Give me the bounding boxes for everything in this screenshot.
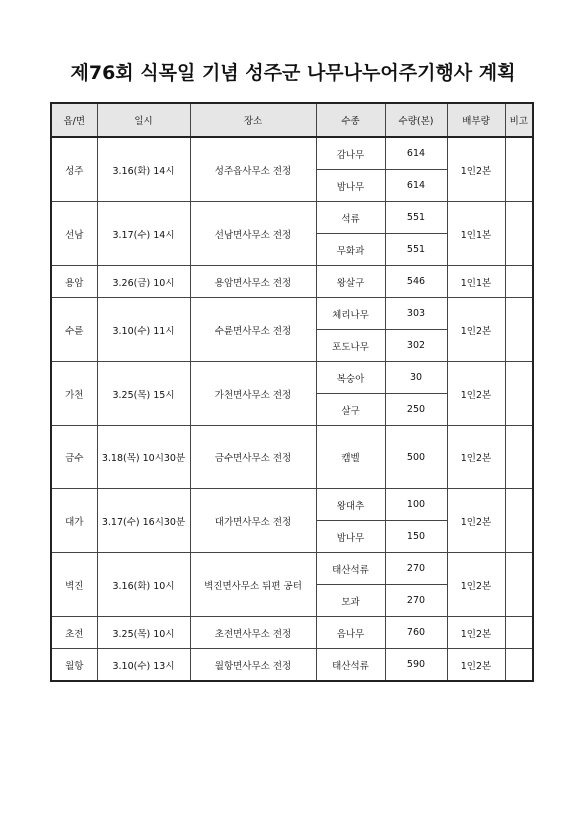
note-cell	[505, 266, 533, 298]
table-row	[51, 137, 533, 170]
note-cell	[505, 298, 533, 362]
allotment-cell: 1인2본	[447, 553, 505, 617]
header-datetime: 일시	[97, 103, 190, 137]
quantity-cell: 100	[385, 489, 447, 521]
header-species: 수종	[316, 103, 385, 137]
datetime-cell: 3.16(화) 14시	[97, 137, 190, 202]
species-cell: 왕대추	[316, 489, 385, 521]
header-town: 읍/면	[51, 103, 97, 137]
note-cell	[505, 426, 533, 489]
quantity-cell: 614	[385, 170, 447, 202]
datetime-cell: 3.16(화) 10시	[97, 553, 190, 617]
quantity-cell: 270	[385, 553, 447, 585]
quantity-cell: 590	[385, 649, 447, 682]
species-cell: 감나무	[316, 137, 385, 170]
note-cell	[505, 553, 533, 617]
header-allotment: 배부량	[447, 103, 505, 137]
table-row	[51, 553, 533, 585]
quantity-cell: 30	[385, 362, 447, 394]
town-cell: 금수	[51, 426, 97, 489]
quantity-cell: 614	[385, 137, 447, 170]
allotment-cell: 1인1본	[447, 266, 505, 298]
table-row	[51, 489, 533, 521]
species-cell: 복숭아	[316, 362, 385, 394]
distribution-plan-table	[50, 102, 534, 682]
town-cell: 가천	[51, 362, 97, 426]
species-cell: 왕살구	[316, 266, 385, 298]
note-cell	[505, 202, 533, 266]
quantity-cell: 760	[385, 617, 447, 649]
town-cell: 대가	[51, 489, 97, 553]
species-cell: 체리나무	[316, 298, 385, 330]
datetime-cell: 3.18(목) 10시30분	[97, 426, 190, 489]
table-row	[51, 298, 533, 330]
allotment-cell: 1인1본	[447, 202, 505, 266]
table-row	[51, 266, 533, 298]
datetime-cell: 3.10(수) 11시	[97, 298, 190, 362]
table-row	[51, 649, 533, 682]
allotment-cell: 1인2본	[447, 362, 505, 426]
town-cell: 초전	[51, 617, 97, 649]
note-cell	[505, 617, 533, 649]
datetime-cell: 3.10(수) 13시	[97, 649, 190, 682]
place-cell: 가천면사무소 전정	[190, 362, 316, 426]
species-cell: 포도나무	[316, 330, 385, 362]
species-cell: 음나무	[316, 617, 385, 649]
allotment-cell: 1인2본	[447, 298, 505, 362]
quantity-cell: 551	[385, 234, 447, 266]
allotment-cell: 1인2본	[447, 489, 505, 553]
quantity-cell: 546	[385, 266, 447, 298]
place-cell: 용암면사무소 전정	[190, 266, 316, 298]
quantity-cell: 551	[385, 202, 447, 234]
place-cell: 벽진면사무소 뒤편 공터	[190, 553, 316, 617]
quantity-cell: 303	[385, 298, 447, 330]
allotment-cell: 1인2본	[447, 649, 505, 682]
datetime-cell: 3.25(목) 15시	[97, 362, 190, 426]
datetime-cell: 3.25(목) 10시	[97, 617, 190, 649]
table-row	[51, 202, 533, 234]
header-quantity: 수량(본)	[385, 103, 447, 137]
place-cell: 금수면사무소 전정	[190, 426, 316, 489]
header-place: 장소	[190, 103, 316, 137]
allotment-cell: 1인2본	[447, 426, 505, 489]
quantity-cell: 150	[385, 521, 447, 553]
table-header	[51, 103, 533, 137]
table-body	[51, 137, 533, 681]
header-note: 비고	[505, 103, 533, 137]
species-cell: 밤나무	[316, 170, 385, 202]
datetime-cell: 3.26(금) 10시	[97, 266, 190, 298]
page-title: 제76회 식목일 기념 성주군 나무나누어주기행사 계획	[70, 62, 516, 84]
species-cell: 태산석류	[316, 553, 385, 585]
town-cell: 월항	[51, 649, 97, 682]
allotment-cell: 1인2본	[447, 137, 505, 202]
allotment-cell: 1인2본	[447, 617, 505, 649]
town-cell: 벽진	[51, 553, 97, 617]
quantity-cell: 250	[385, 394, 447, 426]
table-row	[51, 426, 533, 489]
species-cell: 캠벨	[316, 426, 385, 489]
town-cell: 용암	[51, 266, 97, 298]
note-cell	[505, 489, 533, 553]
quantity-cell: 270	[385, 585, 447, 617]
place-cell: 월항면사무소 전정	[190, 649, 316, 682]
place-cell: 초전면사무소 전정	[190, 617, 316, 649]
town-cell: 성주	[51, 137, 97, 202]
quantity-cell: 302	[385, 330, 447, 362]
town-cell: 수륜	[51, 298, 97, 362]
table-row	[51, 362, 533, 394]
place-cell: 성주읍사무소 전정	[190, 137, 316, 202]
place-cell: 수륜면사무소 전정	[190, 298, 316, 362]
species-cell: 모과	[316, 585, 385, 617]
place-cell: 선남면사무소 전정	[190, 202, 316, 266]
species-cell: 밤나무	[316, 521, 385, 553]
datetime-cell: 3.17(수) 14시	[97, 202, 190, 266]
place-cell: 대가면사무소 전정	[190, 489, 316, 553]
note-cell	[505, 137, 533, 202]
species-cell: 태산석류	[316, 649, 385, 682]
species-cell: 살구	[316, 394, 385, 426]
note-cell	[505, 649, 533, 682]
town-cell: 선남	[51, 202, 97, 266]
species-cell: 무화과	[316, 234, 385, 266]
species-cell: 석류	[316, 202, 385, 234]
header-row	[51, 103, 533, 137]
quantity-cell: 500	[385, 426, 447, 489]
datetime-cell: 3.17(수) 16시30분	[97, 489, 190, 553]
note-cell	[505, 362, 533, 426]
table-row	[51, 617, 533, 649]
